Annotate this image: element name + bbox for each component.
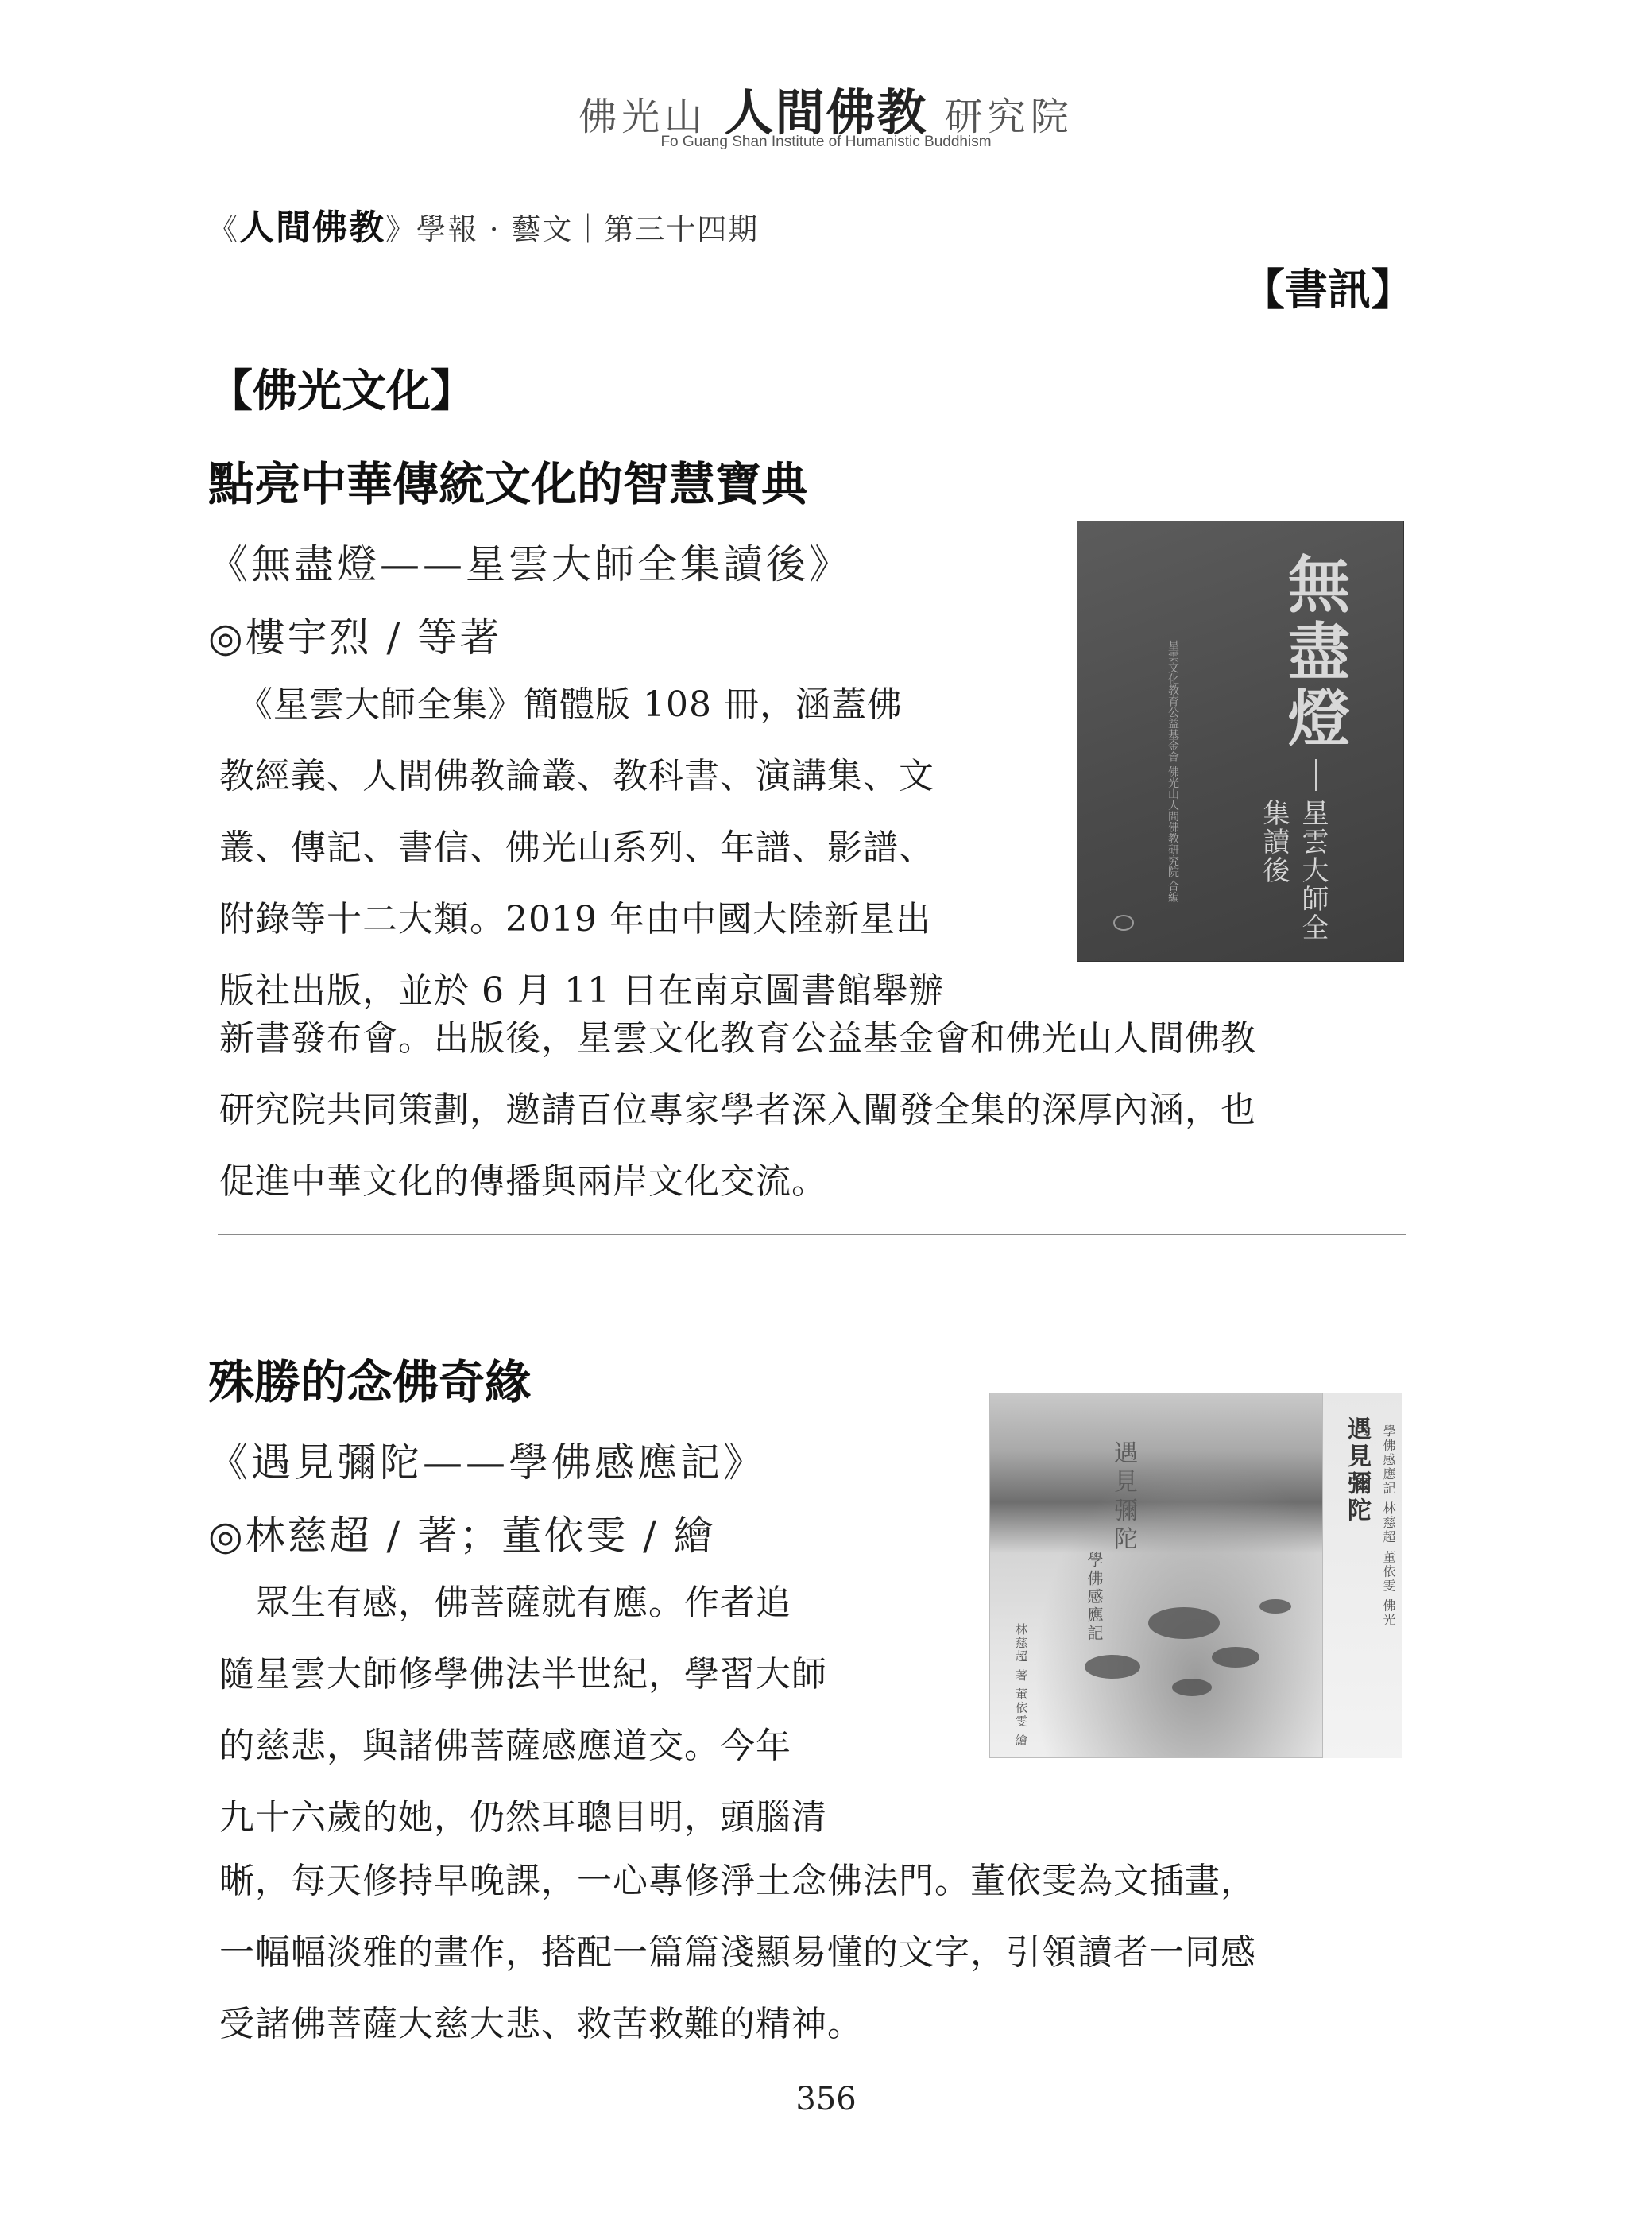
cover-ink-blot [1172,1679,1212,1696]
article-title-2: 殊勝的念佛奇緣 [208,1355,532,1409]
journal-running-head [208,199,759,250]
journal-issue: 》學報 · 藝文｜第三十四期 [385,212,760,246]
body-line: 隨星雲大師修學佛法半世紀，學習大師 [219,1654,827,1695]
institute-title-post: 研究院 [944,95,1074,139]
cover-ink-blot [1259,1599,1291,1614]
cover-publisher-text: 星雲文化教育公益基金會 佛光山人間佛教研究院 合編 [1166,640,1179,903]
body-line: 研究院共同策劃，邀請百位專家學者深入闡發全集的深厚內涵，也 [219,1090,1256,1130]
body-line: 晰，每天修持早晚課，一心專修淨土念佛法門。董依雯為文插畫， [219,1861,1256,1901]
article-title-1: 點亮中華傳統文化的智慧寶典 [208,457,808,511]
cover-calligraphy: 無盡燈 [1287,549,1350,755]
cover-ink-blot [1212,1647,1259,1668]
section-tag: 【書訊】 [1242,264,1414,315]
book-title-2: 《遇見彌陀——學佛感應記》 [208,1439,766,1486]
body-line: 眾生有感，佛菩薩就有應。作者追 [219,1583,791,1623]
cover-ink-blot [1148,1607,1220,1639]
cover-vertical-title: 星雲大師全集讀後 [1258,799,1329,942]
page-number: 356 [795,2081,857,2117]
cloud-seal-icon [1113,915,1134,931]
spine-subtitle: 學佛感應記 林慈超 董依雯 佛光 [1381,1424,1396,1628]
article-2-body-wrapped [219,1567,934,1854]
book-title-1: 《無盡燈——星雲大師全集讀後》 [208,541,852,587]
institute-brand-calligraphy: 人間佛教 [724,83,928,141]
cover-ink-blot [1085,1655,1140,1679]
byline-1: ◎樓宇烈 / 等著 [208,614,502,661]
body-line: 附錄等十二大類。2019 年由中國大陸新星出 [219,899,931,939]
body-line: 版社出版，並於 6 月 11 日在南京圖書館舉辦 [219,970,944,1011]
institute-english-name: Fo Guang Shan Institute of Humanistic Buddhism [660,134,992,150]
body-line: 新書發布會。出版後，星雲文化教育公益基金會和佛光山人間佛教 [219,1018,1256,1059]
cover-front-subtitle: 學佛感應記 [1085,1552,1104,1643]
cover-spine [1322,1393,1402,1758]
section-divider [218,1234,1406,1235]
body-line: 一幅幅淡雅的畫作，搭配一篇篇淺顯易懂的文字，引領讀者一同感 [219,1932,1256,1973]
book-cover-yujianmituo [989,1393,1402,1758]
body-line: 九十六歲的她，仍然耳聰目明，頭腦清 [219,1797,827,1838]
journal-open-bracket: 《 [208,212,239,246]
journal-brand: 人間佛教 [239,207,385,248]
article-1-body-full [219,1003,1406,1218]
cover-front-title: 遇見彌陀 [1109,1440,1137,1555]
body-line: 《星雲大師全集》簡體版 108 冊，涵蓋佛 [219,684,903,725]
article-1-body-wrapped [219,669,1030,1027]
body-line: 的慈悲，與諸佛菩薩感應道交。今年 [219,1726,791,1766]
body-line: 叢、傳記、書信、佛光山系列、年譜、影譜、 [219,827,934,868]
cover-front-author: 林慈超 著 董依雯 繪 [1014,1623,1028,1748]
category-tag: 【佛光文化】 [208,365,475,417]
book-cover-wujindeng [1077,521,1404,962]
body-line: 教經義、人間佛教論叢、教科書、演講集、文 [219,756,934,796]
byline-2: ◎林慈超 / 著；董依雯 / 繪 [208,1513,716,1559]
institute-title-pre: 佛光山 [578,95,708,139]
article-2-body-full [219,1846,1406,2060]
spine-title: 遇見彌陀 [1343,1416,1371,1524]
body-line: 促進中華文化的傳播與兩岸文化交流。 [219,1161,827,1202]
body-line: 受諸佛菩薩大慈大悲、救苦救難的精神。 [219,2004,863,2044]
cover-dash [1315,759,1317,791]
